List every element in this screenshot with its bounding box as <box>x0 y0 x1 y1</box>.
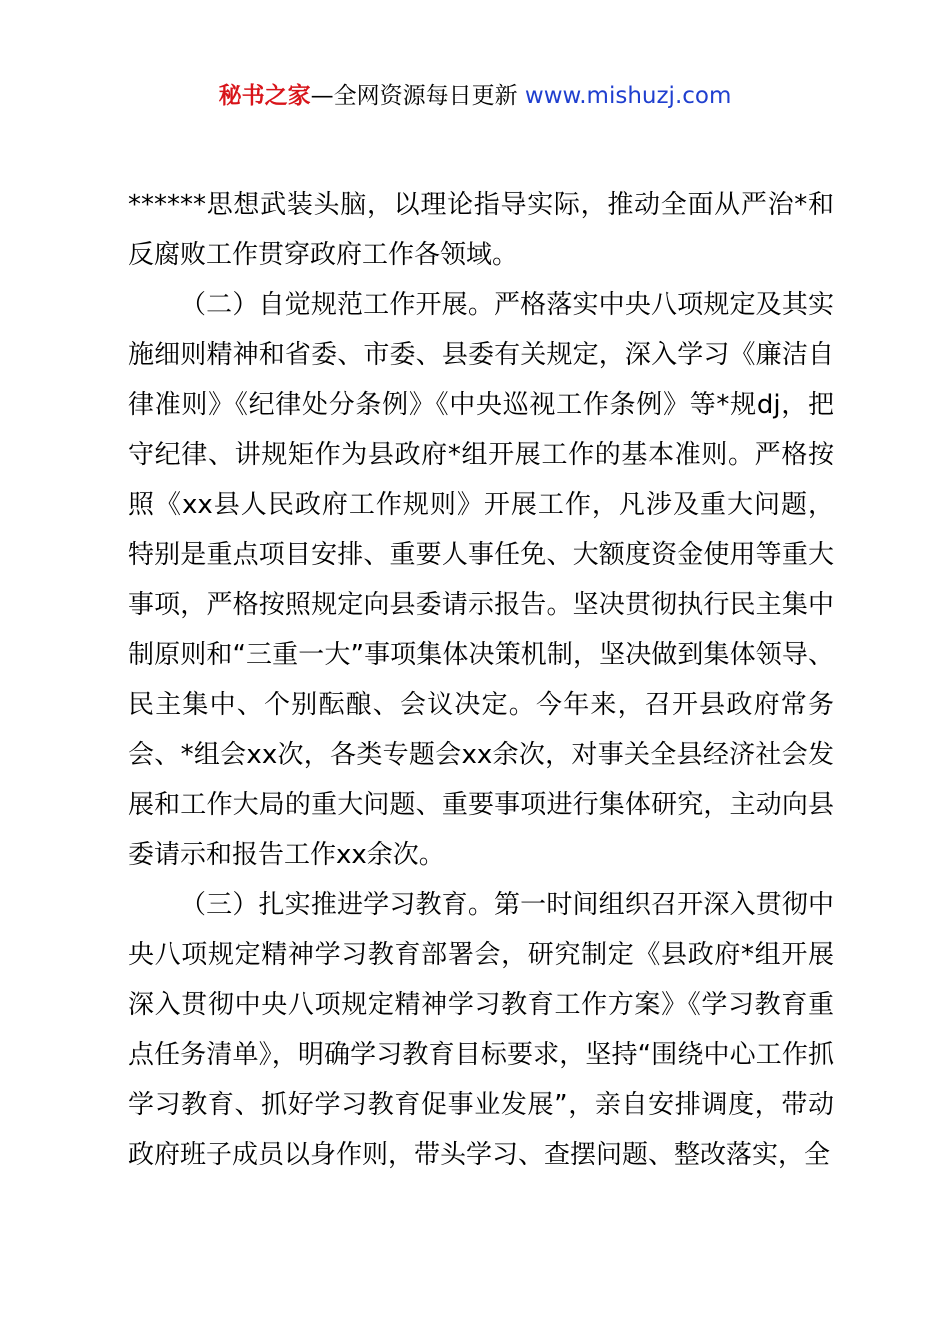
header-tagline: —全网资源每日更新 <box>310 83 518 109</box>
paragraph-section-3: （三）扎实推进学习教育。第一时间组织召开深入贯彻中央八项规定精神学习教育部署会，研究制定《县政府*组开展深入贯彻中央八项规定精神学习教育工作方案》《学习教育重点任务清单》，明确学习教育目标要求，坚持“围绕中心工作抓学习教育、抓好学习教育促事业发展”，亲自安排调度，带动政府班子成员以身作则，带头学习、查摆问题、整改落实，全 <box>128 890 834 1170</box>
document-body <box>128 180 834 1180</box>
paragraph-continuation: ******思想武装头脑，以理论指导实际，推动全面从严治*和反腐败工作贯穿政府工作各领域。 <box>128 190 834 270</box>
site-url[interactable]: www.mishuzj.com <box>524 83 732 109</box>
brand-name: 秘书之家 <box>218 83 311 109</box>
paragraph-section-2: （二）自觉规范工作开展。严格落实中央八项规定及其实施细则精神和省委、市委、县委有关规定，深入学习《廉洁自律准则》《纪律处分条例》《中央巡视工作条例》等*规dj，把守纪律、讲规矩作为县政府*组开展工作的基本准则。严格按照《xx县人民政府工作规则》开展工作，凡涉及重大问题，特别是重点项目安排、重要人事任免、大额度资金使用等重大事项，严格按照规定向县委请示报告。坚决贯彻执行民主集中制原则和“三重一大”事项集体决策机制，坚决做到集体领导、民主集中、个别酝酿、会议决定。今年来，召开县政府常务会、*组会xx次，各类专题会xx余次，对事关全县经济社会发展和工作大局的重大问题、重要事项进行集体研究，主动向县委请示和报告工作xx余次。 <box>128 290 834 870</box>
page-header <box>0 80 950 112</box>
